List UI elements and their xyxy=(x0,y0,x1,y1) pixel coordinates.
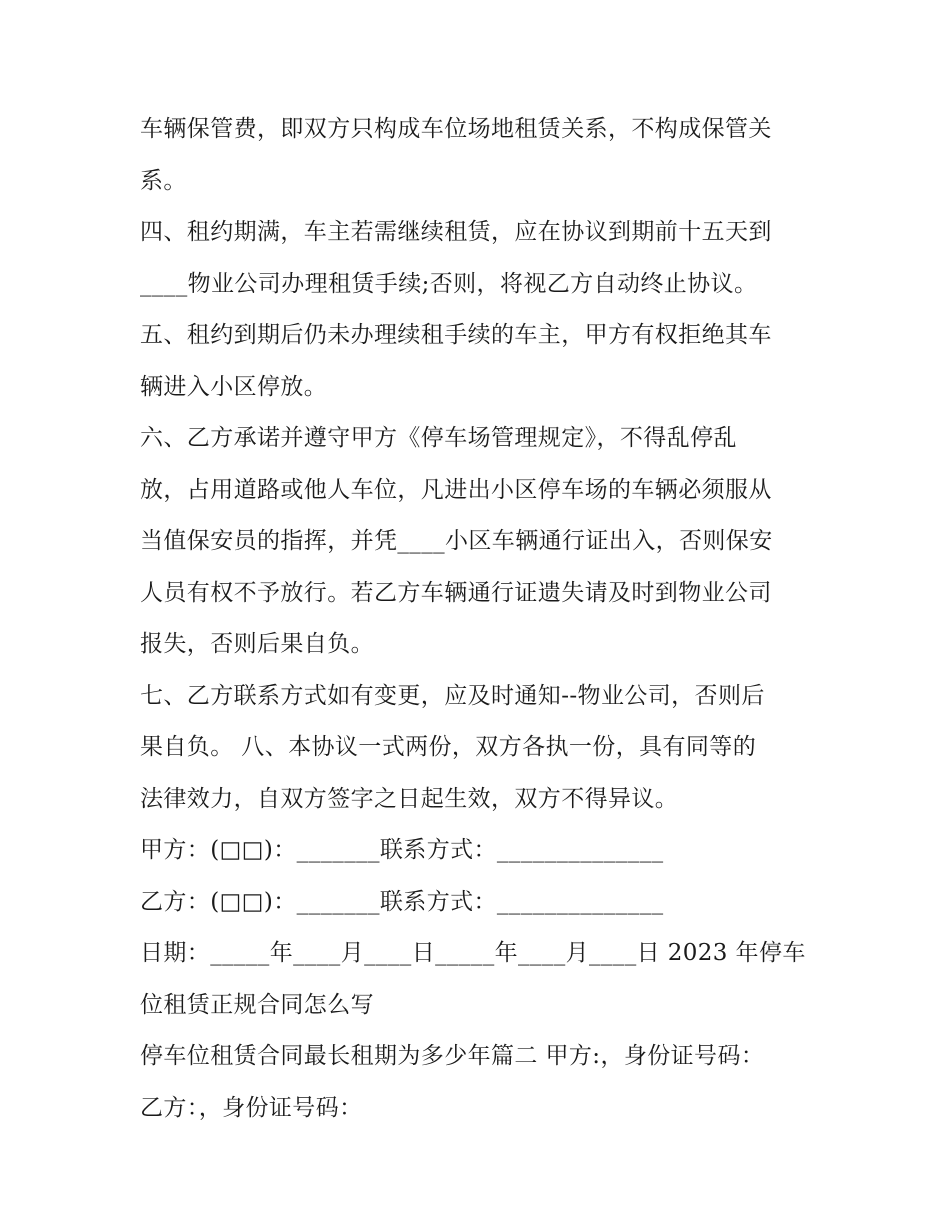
text-line: 系。 xyxy=(140,167,187,194)
text-line: 法律效力，自双方签字之日起生效，双方不得异议。 xyxy=(140,785,679,812)
text-line: 放，占用道路或他人车位，凡进出小区停车场的车辆必须服从 xyxy=(140,476,772,503)
party-b-signature-line: 乙方：(□□)：_______联系方式：______________ xyxy=(140,888,664,915)
text-line: 停车位租赁合同最长租期为多少年篇二 甲方:，身份证号码： xyxy=(140,1043,765,1069)
text-line: ____物业公司办理租赁手续;否则，将视乙方自动终止协议。 xyxy=(140,270,758,297)
party-a-signature-line: 甲方：(□□)：_______联系方式：______________ xyxy=(140,837,664,863)
text-line: 七、乙方联系方式如有变更，应及时通知--物业公司，否则后 xyxy=(140,682,765,709)
text-line: 当值保安员的指挥，并凭____小区车辆通行证出入，否则保安 xyxy=(140,528,773,554)
text-line: 六、乙方承诺并遵守甲方《停车场管理规定》，不得乱停乱 xyxy=(140,425,737,451)
text-line: 报失，否则后果自负。 xyxy=(140,631,374,657)
text-line: 人员有权不予放行。若乙方车辆通行证遗失请及时到物业公司 xyxy=(140,579,772,606)
text-line: 车辆保管费，即双方只构成车位场地租赁关系，不构成保管关 xyxy=(140,116,772,142)
text-line: 四、租约期满，车主若需继续租赁，应在协议到期前十五天到 xyxy=(140,219,772,245)
document-body xyxy=(140,104,820,1134)
date-line: 日期：_____年____月____日_____年____月____日 2023 年停车 xyxy=(140,940,806,966)
text-line: 辆进入小区停放。 xyxy=(140,373,328,400)
text-line: 位租赁正规合同怎么写 xyxy=(140,991,374,1018)
text-line: 五、租约到期后仍未办理续租手续的车主，甲方有权拒绝其车 xyxy=(140,322,772,348)
text-line: 果自负。 八、本协议一式两份，双方各执一份，具有同等的 xyxy=(140,734,757,760)
text-line: 乙方：，身份证号码： xyxy=(140,1094,363,1121)
